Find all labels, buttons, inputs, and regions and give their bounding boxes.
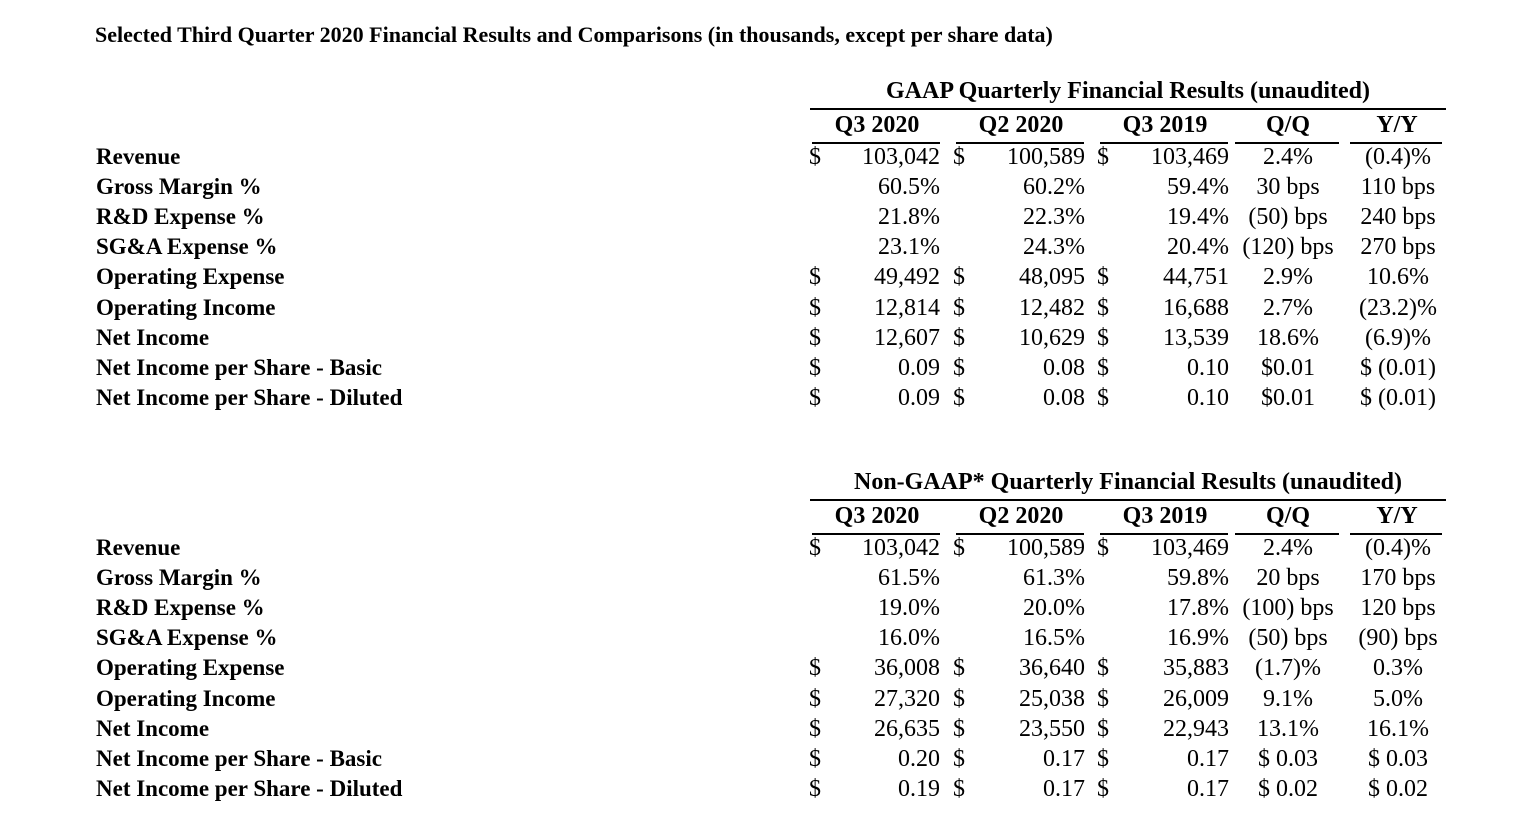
currency-symbol: $ (1097, 324, 1109, 351)
column-header: Q3 2019 (1122, 503, 1208, 529)
gaap-results-section (0, 78, 1515, 411)
row-label: Operating Expense (96, 264, 285, 290)
yoy-change-cell: $ (0.01) (1360, 354, 1436, 381)
yoy-change-cell: 5.0% (1373, 685, 1423, 712)
yoy-change-cell: 110 bps (1360, 174, 1436, 201)
yoy-change-cell: (0.4)% (1365, 535, 1431, 561)
value-cell: 103,042 (862, 144, 940, 170)
currency-symbol: $ (1097, 655, 1109, 682)
value-cell: 0.17 (1043, 775, 1085, 802)
currency-symbol: $ (953, 745, 965, 772)
qoq-change-cell: $0.01 (1261, 354, 1315, 381)
value-cell: 0.10 (1187, 384, 1229, 411)
value-cell: 44,751 (1163, 264, 1229, 291)
currency-symbol: $ (809, 775, 821, 802)
page-title: Selected Third Quarter 2020 Financial Results and Comparisons (in thousands, except per share data) (95, 22, 1053, 47)
yoy-change-cell: (23.2)% (1359, 294, 1437, 321)
row-label: Operating Income (96, 294, 276, 320)
row-label: Revenue (96, 144, 181, 169)
column-header: Q2 2020 (978, 112, 1064, 138)
value-cell: 61.5% (878, 565, 940, 592)
yoy-change-cell: $ 0.02 (1368, 775, 1428, 802)
table-row (0, 686, 1515, 716)
qoq-change-cell: 2.9% (1263, 264, 1313, 291)
qoq-change-cell: 2.7% (1263, 294, 1313, 321)
qoq-change-cell: 13.1% (1257, 715, 1319, 742)
value-cell: 10,629 (1019, 324, 1085, 351)
row-label: Operating Expense (96, 655, 285, 681)
currency-symbol: $ (809, 324, 821, 351)
value-cell: 13,539 (1163, 324, 1229, 351)
table-row (0, 355, 1515, 385)
currency-symbol: $ (953, 715, 965, 742)
section-title: Non-GAAP* Quarterly Financial Results (unaudited) (853, 469, 1402, 495)
currency-symbol: $ (953, 144, 965, 170)
row-label: Net Income per Share - Basic (96, 354, 382, 380)
table-row (0, 716, 1515, 746)
table-row (0, 174, 1515, 204)
qoq-change-cell: $ 0.02 (1258, 775, 1318, 802)
currency-symbol: $ (953, 264, 965, 291)
value-cell: 17.8% (1167, 595, 1229, 622)
value-cell: 16.5% (1023, 625, 1085, 652)
value-cell: 23,550 (1019, 715, 1085, 742)
currency-symbol: $ (953, 655, 965, 682)
non-gaap-results-section (0, 469, 1515, 802)
currency-symbol: $ (1097, 144, 1109, 170)
currency-symbol: $ (953, 354, 965, 381)
value-cell: 20.4% (1167, 234, 1229, 261)
value-cell: 25,038 (1019, 685, 1085, 712)
value-cell: 48,095 (1019, 264, 1085, 291)
currency-symbol: $ (809, 685, 821, 712)
table-row (0, 595, 1515, 625)
value-cell: 100,589 (1007, 144, 1085, 170)
table-row (0, 144, 1515, 174)
value-cell: 49,492 (874, 264, 940, 291)
value-cell: 0.20 (898, 745, 940, 772)
table-row (0, 204, 1515, 234)
value-cell: 26,009 (1163, 685, 1229, 712)
row-label: SG&A Expense % (96, 234, 278, 260)
row-label: Net Income per Share - Diluted (96, 384, 403, 410)
value-cell: 0.17 (1187, 745, 1229, 772)
value-cell: 22.3% (1023, 204, 1085, 231)
qoq-change-cell: 30 bps (1256, 174, 1320, 201)
value-cell: 20.0% (1023, 595, 1085, 622)
qoq-change-cell: 2.4% (1263, 144, 1313, 170)
table-row (0, 655, 1515, 685)
currency-symbol: $ (809, 384, 821, 411)
value-cell: 36,640 (1019, 655, 1085, 682)
qoq-change-cell: (120) bps (1242, 234, 1334, 261)
table-row (0, 776, 1515, 806)
row-label: R&D Expense % (96, 204, 265, 230)
table-row (0, 295, 1515, 325)
row-label: SG&A Expense % (96, 625, 278, 651)
yoy-change-cell: 120 bps (1360, 595, 1436, 622)
qoq-change-cell: (100) bps (1242, 595, 1334, 622)
value-cell: 59.8% (1167, 565, 1229, 592)
value-cell: 0.09 (898, 384, 940, 411)
value-cell: 60.2% (1023, 174, 1085, 201)
yoy-change-cell: 10.6% (1367, 264, 1429, 291)
value-cell: 0.08 (1043, 384, 1085, 411)
currency-symbol: $ (809, 144, 821, 170)
currency-symbol: $ (1097, 264, 1109, 291)
qoq-change-cell: $ 0.03 (1258, 745, 1318, 772)
row-label: Net Income per Share - Diluted (96, 775, 403, 801)
value-cell: 12,814 (874, 294, 940, 321)
value-cell: 103,469 (1151, 144, 1229, 170)
currency-symbol: $ (1097, 535, 1109, 561)
title-underline (810, 108, 1446, 110)
qoq-change-cell: 2.4% (1263, 535, 1313, 561)
qoq-change-cell: (50) bps (1248, 204, 1328, 231)
currency-symbol: $ (809, 264, 821, 291)
currency-symbol: $ (1097, 294, 1109, 321)
title-underline (810, 499, 1446, 501)
currency-symbol: $ (953, 294, 965, 321)
currency-symbol: $ (953, 775, 965, 802)
yoy-change-cell: $ 0.03 (1368, 745, 1428, 772)
currency-symbol: $ (953, 324, 965, 351)
column-header: Q/Q (1265, 503, 1310, 529)
yoy-change-cell: (0.4)% (1365, 144, 1431, 170)
row-label: Gross Margin % (96, 174, 262, 200)
currency-symbol: $ (1097, 745, 1109, 772)
value-cell: 12,607 (874, 324, 940, 351)
yoy-change-cell: 16.1% (1367, 715, 1429, 742)
table-row (0, 565, 1515, 595)
currency-symbol: $ (1097, 715, 1109, 742)
value-cell: 0.19 (898, 775, 940, 802)
qoq-change-cell: 18.6% (1257, 324, 1319, 351)
table-row (0, 625, 1515, 655)
currency-symbol: $ (1097, 354, 1109, 381)
yoy-change-cell: 170 bps (1360, 565, 1436, 592)
value-cell: 59.4% (1167, 174, 1229, 201)
currency-symbol: $ (809, 354, 821, 381)
value-cell: 35,883 (1163, 655, 1229, 682)
yoy-change-cell: (6.9)% (1365, 324, 1431, 351)
table-row (0, 535, 1515, 565)
table-row (0, 325, 1515, 355)
column-header: Q3 2020 (834, 112, 920, 138)
section-title: GAAP Quarterly Financial Results (unaudited) (885, 78, 1371, 104)
column-header: Q3 2019 (1122, 112, 1208, 138)
value-cell: 36,008 (874, 655, 940, 682)
column-header: Y/Y (1376, 503, 1418, 529)
currency-symbol: $ (809, 715, 821, 742)
value-cell: 0.17 (1187, 775, 1229, 802)
row-label: R&D Expense % (96, 595, 265, 621)
qoq-change-cell: (50) bps (1248, 625, 1328, 652)
value-cell: 103,469 (1151, 535, 1229, 561)
value-cell: 16.0% (878, 625, 940, 652)
currency-symbol: $ (953, 384, 965, 411)
qoq-change-cell: (1.7)% (1255, 655, 1321, 682)
currency-symbol: $ (953, 535, 965, 561)
yoy-change-cell: 0.3% (1373, 655, 1423, 682)
value-cell: 19.0% (878, 595, 940, 622)
table-row (0, 234, 1515, 264)
row-label: Net Income per Share - Basic (96, 745, 382, 771)
yoy-change-cell: 240 bps (1360, 204, 1436, 231)
value-cell: 23.1% (878, 234, 940, 261)
qoq-change-cell: 9.1% (1263, 685, 1313, 712)
column-header: Q3 2020 (834, 503, 920, 529)
currency-symbol: $ (809, 294, 821, 321)
value-cell: 21.8% (878, 204, 940, 231)
value-cell: 16,688 (1163, 294, 1229, 321)
currency-symbol: $ (809, 655, 821, 682)
row-label: Net Income (96, 324, 210, 350)
value-cell: 26,635 (874, 715, 940, 742)
value-cell: 0.09 (898, 354, 940, 381)
value-cell: 24.3% (1023, 234, 1085, 261)
value-cell: 60.5% (878, 174, 940, 201)
table-row (0, 385, 1515, 415)
yoy-change-cell: (90) bps (1358, 625, 1438, 652)
row-label: Net Income (96, 715, 210, 741)
currency-symbol: $ (953, 685, 965, 712)
row-label: Revenue (96, 535, 181, 560)
table-row (0, 746, 1515, 776)
value-cell: 61.3% (1023, 565, 1085, 592)
value-cell: 19.4% (1167, 204, 1229, 231)
value-cell: 100,589 (1007, 535, 1085, 561)
yoy-change-cell: 270 bps (1360, 234, 1436, 261)
currency-symbol: $ (809, 745, 821, 772)
value-cell: 0.17 (1043, 745, 1085, 772)
column-header: Y/Y (1376, 112, 1418, 138)
value-cell: 16.9% (1167, 625, 1229, 652)
value-cell: 12,482 (1019, 294, 1085, 321)
table-row (0, 264, 1515, 294)
currency-symbol: $ (809, 535, 821, 561)
yoy-change-cell: $ (0.01) (1360, 384, 1436, 411)
qoq-change-cell: $0.01 (1261, 384, 1315, 411)
row-label: Gross Margin % (96, 565, 262, 591)
currency-symbol: $ (1097, 384, 1109, 411)
value-cell: 0.08 (1043, 354, 1085, 381)
column-header: Q/Q (1265, 112, 1310, 138)
qoq-change-cell: 20 bps (1256, 565, 1320, 592)
currency-symbol: $ (1097, 685, 1109, 712)
value-cell: 22,943 (1163, 715, 1229, 742)
row-label: Operating Income (96, 685, 276, 711)
value-cell: 27,320 (874, 685, 940, 712)
currency-symbol: $ (1097, 775, 1109, 802)
value-cell: 0.10 (1187, 354, 1229, 381)
value-cell: 103,042 (862, 535, 940, 561)
column-header: Q2 2020 (978, 503, 1064, 529)
